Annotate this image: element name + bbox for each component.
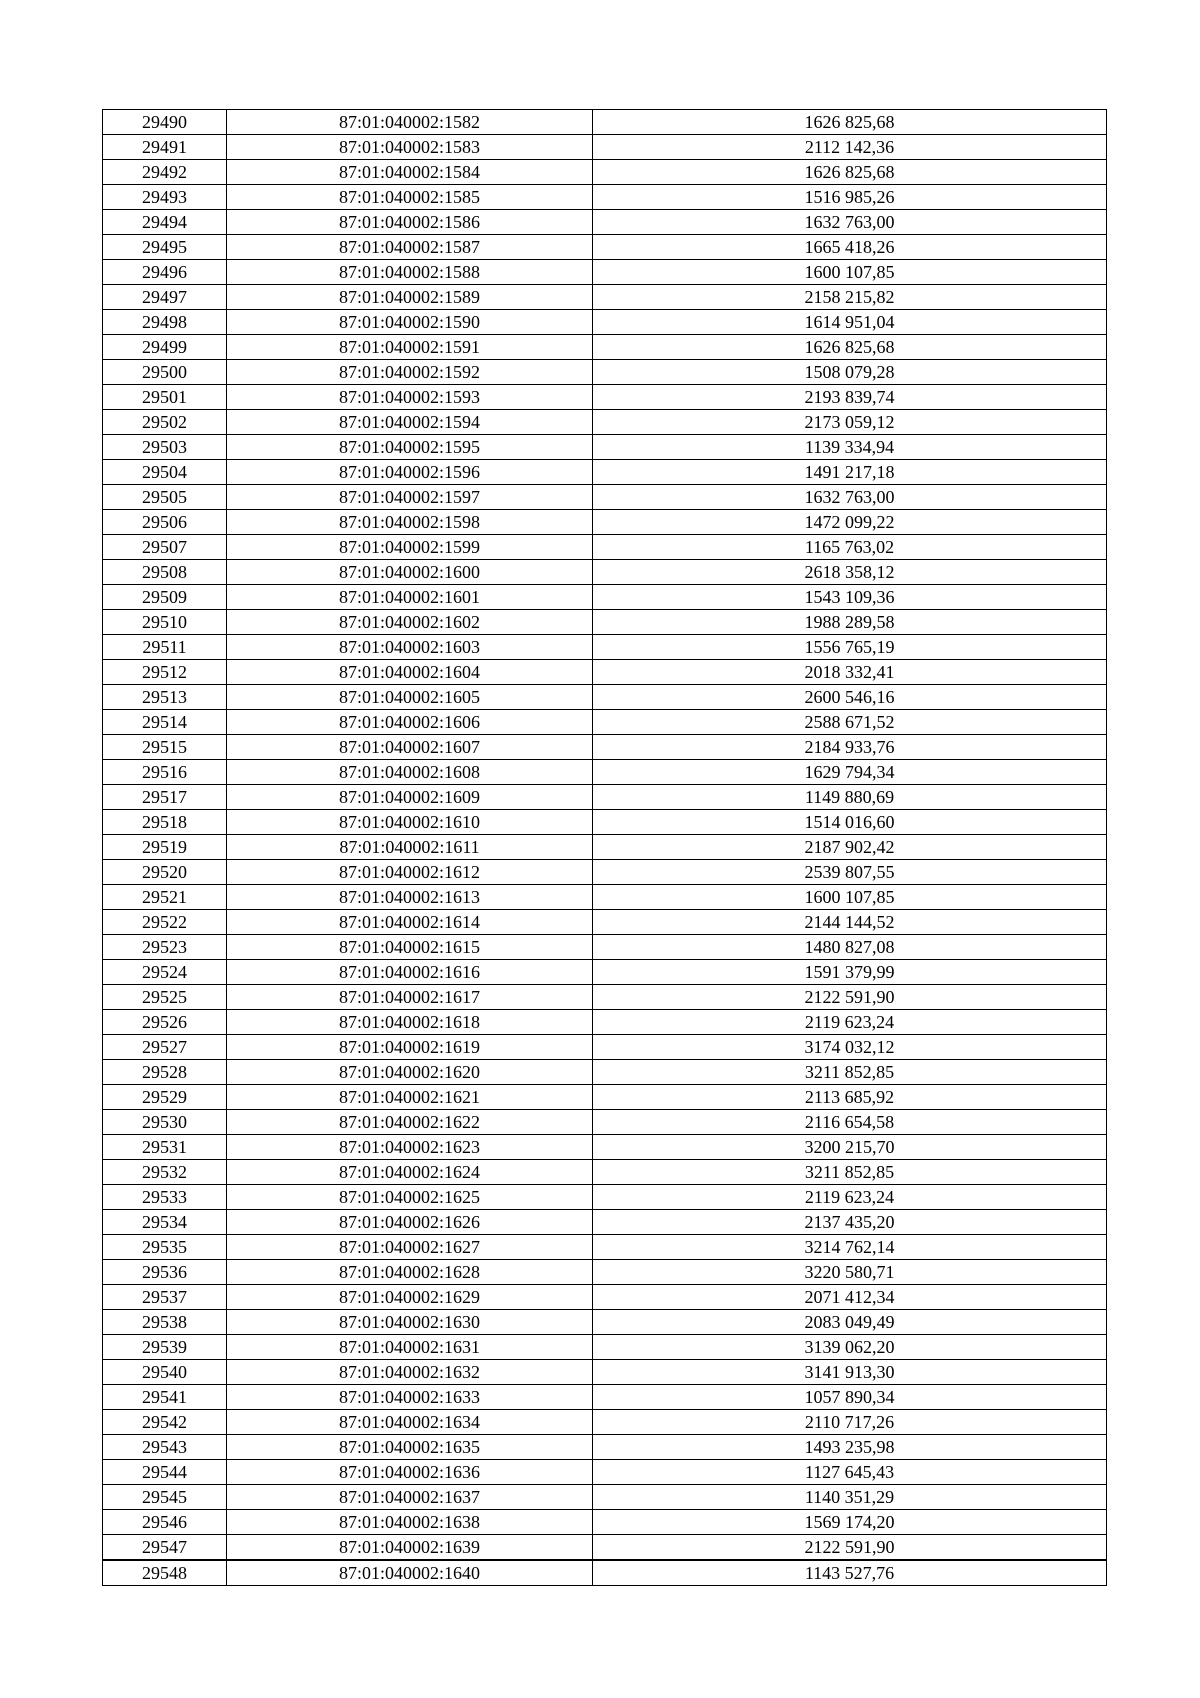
cadastral-number-cell: 87:01:040002:1610 [227, 810, 593, 835]
row-number-cell: 29490 [103, 110, 227, 135]
cadastral-number-cell: 87:01:040002:1594 [227, 410, 593, 435]
cadastral-value-cell: 2588 671,52 [593, 710, 1107, 735]
table-row [103, 1010, 1107, 1035]
cadastral-number-cell: 87:01:040002:1622 [227, 1110, 593, 1135]
cadastral-number-cell: 87:01:040002:1631 [227, 1335, 593, 1360]
row-number-cell: 29527 [103, 1035, 227, 1060]
row-number-cell: 29525 [103, 985, 227, 1010]
cadastral-value-cell: 2618 358,12 [593, 560, 1107, 585]
row-number-cell: 29503 [103, 435, 227, 460]
cadastral-value-cell: 1626 825,68 [593, 110, 1107, 135]
cadastral-number-cell: 87:01:040002:1603 [227, 635, 593, 660]
table-row [103, 1410, 1107, 1435]
cadastral-value-cell: 2158 215,82 [593, 285, 1107, 310]
table-row [103, 1210, 1107, 1235]
table-row [103, 110, 1107, 135]
cadastral-number-cell: 87:01:040002:1600 [227, 560, 593, 585]
cadastral-value-cell: 1480 827,08 [593, 935, 1107, 960]
table-row [103, 535, 1107, 560]
cadastral-number-cell: 87:01:040002:1598 [227, 510, 593, 535]
cadastral-number-cell: 87:01:040002:1626 [227, 1210, 593, 1235]
table-row [103, 185, 1107, 210]
cadastral-number-cell: 87:01:040002:1592 [227, 360, 593, 385]
cadastral-value-cell: 2137 435,20 [593, 1210, 1107, 1235]
row-number-cell: 29506 [103, 510, 227, 535]
table-row [103, 360, 1107, 385]
table-body [103, 110, 1107, 1586]
row-number-cell: 29513 [103, 685, 227, 710]
cadastral-number-cell: 87:01:040002:1628 [227, 1260, 593, 1285]
cadastral-number-cell: 87:01:040002:1585 [227, 185, 593, 210]
row-number-cell: 29505 [103, 485, 227, 510]
table-row [103, 935, 1107, 960]
row-number-cell: 29519 [103, 835, 227, 860]
cadastral-value-cell: 2193 839,74 [593, 385, 1107, 410]
row-number-cell: 29542 [103, 1410, 227, 1435]
cadastral-number-cell: 87:01:040002:1614 [227, 910, 593, 935]
row-number-cell: 29530 [103, 1110, 227, 1135]
table-row [103, 810, 1107, 835]
table-row [103, 485, 1107, 510]
row-number-cell: 29536 [103, 1260, 227, 1285]
cadastral-number-cell: 87:01:040002:1608 [227, 760, 593, 785]
cadastral-number-cell: 87:01:040002:1637 [227, 1485, 593, 1510]
row-number-cell: 29497 [103, 285, 227, 310]
cadastral-number-cell: 87:01:040002:1639 [227, 1535, 593, 1561]
table-row [103, 1310, 1107, 1335]
cadastral-number-cell: 87:01:040002:1609 [227, 785, 593, 810]
cadastral-value-cell: 1629 794,34 [593, 760, 1107, 785]
cadastral-number-cell: 87:01:040002:1634 [227, 1410, 593, 1435]
cadastral-value-cell: 1516 985,26 [593, 185, 1107, 210]
cadastral-value-cell: 1626 825,68 [593, 160, 1107, 185]
table-row [103, 760, 1107, 785]
cadastral-number-cell: 87:01:040002:1613 [227, 885, 593, 910]
cadastral-number-cell: 87:01:040002:1588 [227, 260, 593, 285]
row-number-cell: 29528 [103, 1060, 227, 1085]
table-row [103, 1485, 1107, 1510]
cadastral-number-cell: 87:01:040002:1587 [227, 235, 593, 260]
table-row [103, 1460, 1107, 1485]
table-row [103, 1560, 1107, 1586]
cadastral-value-cell: 1556 765,19 [593, 635, 1107, 660]
cadastral-value-cell: 3211 852,85 [593, 1160, 1107, 1185]
cadastral-number-cell: 87:01:040002:1636 [227, 1460, 593, 1485]
cadastral-number-cell: 87:01:040002:1590 [227, 310, 593, 335]
cadastral-value-cell: 1626 825,68 [593, 335, 1107, 360]
table-row [103, 1110, 1107, 1135]
cadastral-number-cell: 87:01:040002:1632 [227, 1360, 593, 1385]
table-row [103, 985, 1107, 1010]
cadastral-number-cell: 87:01:040002:1617 [227, 985, 593, 1010]
table-row [103, 1360, 1107, 1385]
row-number-cell: 29494 [103, 210, 227, 235]
cadastral-number-cell: 87:01:040002:1635 [227, 1435, 593, 1460]
cadastral-value-cell: 2083 049,49 [593, 1310, 1107, 1335]
cadastral-value-cell: 2110 717,26 [593, 1410, 1107, 1435]
table-row [103, 1535, 1107, 1561]
cadastral-number-cell: 87:01:040002:1601 [227, 585, 593, 610]
row-number-cell: 29524 [103, 960, 227, 985]
cadastral-value-cell: 1514 016,60 [593, 810, 1107, 835]
table-row [103, 860, 1107, 885]
cadastral-value-cell: 1165 763,02 [593, 535, 1107, 560]
cadastral-number-cell: 87:01:040002:1633 [227, 1385, 593, 1410]
cadastral-number-cell: 87:01:040002:1604 [227, 660, 593, 685]
table-row [103, 785, 1107, 810]
cadastral-number-cell: 87:01:040002:1602 [227, 610, 593, 635]
cadastral-value-cell: 1149 880,69 [593, 785, 1107, 810]
row-number-cell: 29508 [103, 560, 227, 585]
row-number-cell: 29541 [103, 1385, 227, 1410]
row-number-cell: 29522 [103, 910, 227, 935]
table-row [103, 1285, 1107, 1310]
cadastral-number-cell: 87:01:040002:1624 [227, 1160, 593, 1185]
cadastral-number-cell: 87:01:040002:1623 [227, 1135, 593, 1160]
cadastral-number-cell: 87:01:040002:1619 [227, 1035, 593, 1060]
cadastral-number-cell: 87:01:040002:1606 [227, 710, 593, 735]
cadastral-value-cell: 2539 807,55 [593, 860, 1107, 885]
cadastral-value-cell: 1632 763,00 [593, 485, 1107, 510]
cadastral-number-cell: 87:01:040002:1618 [227, 1010, 593, 1035]
cadastral-value-cell: 1600 107,85 [593, 260, 1107, 285]
table-row [103, 310, 1107, 335]
row-number-cell: 29499 [103, 335, 227, 360]
table-row [103, 1435, 1107, 1460]
row-number-cell: 29548 [103, 1560, 227, 1586]
cadastral-value-cell: 3211 852,85 [593, 1060, 1107, 1085]
table-row [103, 635, 1107, 660]
row-number-cell: 29495 [103, 235, 227, 260]
row-number-cell: 29493 [103, 185, 227, 210]
cadastral-value-cell: 2600 546,16 [593, 685, 1107, 710]
row-number-cell: 29520 [103, 860, 227, 885]
cadastral-value-cell: 2119 623,24 [593, 1010, 1107, 1035]
row-number-cell: 29500 [103, 360, 227, 385]
cadastral-value-cell: 2018 332,41 [593, 660, 1107, 685]
cadastral-number-cell: 87:01:040002:1611 [227, 835, 593, 860]
row-number-cell: 29546 [103, 1510, 227, 1535]
row-number-cell: 29491 [103, 135, 227, 160]
table-row [103, 710, 1107, 735]
table-row [103, 1160, 1107, 1185]
cadastral-value-cell: 3174 032,12 [593, 1035, 1107, 1060]
cadastral-value-cell: 1472 099,22 [593, 510, 1107, 535]
cadastral-number-cell: 87:01:040002:1629 [227, 1285, 593, 1310]
row-number-cell: 29526 [103, 1010, 227, 1035]
cadastral-number-cell: 87:01:040002:1638 [227, 1510, 593, 1535]
cadastral-number-cell: 87:01:040002:1595 [227, 435, 593, 460]
cadastral-number-cell: 87:01:040002:1612 [227, 860, 593, 885]
cadastral-value-cell: 2122 591,90 [593, 1535, 1107, 1561]
row-number-cell: 29517 [103, 785, 227, 810]
row-number-cell: 29531 [103, 1135, 227, 1160]
row-number-cell: 29523 [103, 935, 227, 960]
cadastral-value-cell: 1543 109,36 [593, 585, 1107, 610]
cadastral-value-cell: 2144 144,52 [593, 910, 1107, 935]
table-row [103, 910, 1107, 935]
table-row [103, 685, 1107, 710]
row-number-cell: 29537 [103, 1285, 227, 1310]
cadastral-value-cell: 1508 079,28 [593, 360, 1107, 385]
table-row [103, 210, 1107, 235]
row-number-cell: 29521 [103, 885, 227, 910]
table-row [103, 735, 1107, 760]
row-number-cell: 29502 [103, 410, 227, 435]
cadastral-value-cell: 1600 107,85 [593, 885, 1107, 910]
cadastral-value-cell: 1632 763,00 [593, 210, 1107, 235]
row-number-cell: 29496 [103, 260, 227, 285]
table-row [103, 885, 1107, 910]
table-row [103, 460, 1107, 485]
table-row [103, 135, 1107, 160]
row-number-cell: 29518 [103, 810, 227, 835]
cadastral-value-cell: 2173 059,12 [593, 410, 1107, 435]
cadastral-value-cell: 2116 654,58 [593, 1110, 1107, 1135]
cadastral-value-cell: 2112 142,36 [593, 135, 1107, 160]
row-number-cell: 29540 [103, 1360, 227, 1385]
cadastral-number-cell: 87:01:040002:1625 [227, 1185, 593, 1210]
table-row [103, 435, 1107, 460]
row-number-cell: 29533 [103, 1185, 227, 1210]
table-row [103, 385, 1107, 410]
cadastral-number-cell: 87:01:040002:1620 [227, 1060, 593, 1085]
cadastral-value-cell: 1569 174,20 [593, 1510, 1107, 1535]
table-row [103, 1085, 1107, 1110]
cadastral-number-cell: 87:01:040002:1586 [227, 210, 593, 235]
table-row [103, 1135, 1107, 1160]
table-row [103, 1335, 1107, 1360]
row-number-cell: 29532 [103, 1160, 227, 1185]
cadastral-value-cell: 2184 933,76 [593, 735, 1107, 760]
cadastral-value-cell: 2122 591,90 [593, 985, 1107, 1010]
row-number-cell: 29501 [103, 385, 227, 410]
cadastral-value-cell: 3220 580,71 [593, 1260, 1107, 1285]
cadastral-number-cell: 87:01:040002:1627 [227, 1235, 593, 1260]
row-number-cell: 29512 [103, 660, 227, 685]
cadastral-value-cell: 1591 379,99 [593, 960, 1107, 985]
cadastral-value-cell: 1491 217,18 [593, 460, 1107, 485]
cadastral-number-cell: 87:01:040002:1599 [227, 535, 593, 560]
cadastral-number-cell: 87:01:040002:1589 [227, 285, 593, 310]
cadastral-number-cell: 87:01:040002:1593 [227, 385, 593, 410]
row-number-cell: 29534 [103, 1210, 227, 1235]
cadastral-value-cell: 1493 235,98 [593, 1435, 1107, 1460]
table-row [103, 235, 1107, 260]
table-row [103, 160, 1107, 185]
table-row [103, 1510, 1107, 1535]
table-row [103, 835, 1107, 860]
row-number-cell: 29492 [103, 160, 227, 185]
row-number-cell: 29535 [103, 1235, 227, 1260]
table-row [103, 1060, 1107, 1085]
cadastral-number-cell: 87:01:040002:1591 [227, 335, 593, 360]
table-row [103, 610, 1107, 635]
cadastral-value-cell: 3141 913,30 [593, 1360, 1107, 1385]
table-row [103, 1185, 1107, 1210]
cadastral-number-cell: 87:01:040002:1615 [227, 935, 593, 960]
cadastral-value-cell: 1139 334,94 [593, 435, 1107, 460]
row-number-cell: 29547 [103, 1535, 227, 1561]
cadastral-number-cell: 87:01:040002:1607 [227, 735, 593, 760]
cadastral-number-cell: 87:01:040002:1616 [227, 960, 593, 985]
cadastral-number-cell: 87:01:040002:1640 [227, 1560, 593, 1586]
table-row [103, 1385, 1107, 1410]
row-number-cell: 29544 [103, 1460, 227, 1485]
cadastral-number-cell: 87:01:040002:1596 [227, 460, 593, 485]
row-number-cell: 29498 [103, 310, 227, 335]
cadastral-number-cell: 87:01:040002:1621 [227, 1085, 593, 1110]
cadastral-value-cell: 3139 062,20 [593, 1335, 1107, 1360]
cadastral-value-cell: 1127 645,43 [593, 1460, 1107, 1485]
table-row [103, 410, 1107, 435]
table-row [103, 285, 1107, 310]
table-row [103, 1235, 1107, 1260]
row-number-cell: 29507 [103, 535, 227, 560]
cadastral-value-cell: 2071 412,34 [593, 1285, 1107, 1310]
cadastral-number-cell: 87:01:040002:1583 [227, 135, 593, 160]
table-row [103, 335, 1107, 360]
cadastral-value-table [102, 109, 1107, 1586]
row-number-cell: 29504 [103, 460, 227, 485]
cadastral-number-cell: 87:01:040002:1584 [227, 160, 593, 185]
cadastral-value-cell: 1665 418,26 [593, 235, 1107, 260]
row-number-cell: 29510 [103, 610, 227, 635]
cadastral-value-cell: 1143 527,76 [593, 1560, 1107, 1586]
table-row [103, 560, 1107, 585]
cadastral-value-cell: 1140 351,29 [593, 1485, 1107, 1510]
cadastral-value-cell: 2119 623,24 [593, 1185, 1107, 1210]
row-number-cell: 29516 [103, 760, 227, 785]
cadastral-value-cell: 2113 685,92 [593, 1085, 1107, 1110]
row-number-cell: 29509 [103, 585, 227, 610]
cadastral-number-cell: 87:01:040002:1630 [227, 1310, 593, 1335]
cadastral-value-cell: 2187 902,42 [593, 835, 1107, 860]
row-number-cell: 29515 [103, 735, 227, 760]
row-number-cell: 29511 [103, 635, 227, 660]
cadastral-number-cell: 87:01:040002:1597 [227, 485, 593, 510]
cadastral-value-cell: 1614 951,04 [593, 310, 1107, 335]
table-row [103, 510, 1107, 535]
cadastral-value-cell: 3214 762,14 [593, 1235, 1107, 1260]
table-row [103, 660, 1107, 685]
row-number-cell: 29538 [103, 1310, 227, 1335]
row-number-cell: 29529 [103, 1085, 227, 1110]
table-row [103, 1035, 1107, 1060]
row-number-cell: 29514 [103, 710, 227, 735]
row-number-cell: 29545 [103, 1485, 227, 1510]
cadastral-number-cell: 87:01:040002:1582 [227, 110, 593, 135]
cadastral-number-cell: 87:01:040002:1605 [227, 685, 593, 710]
cadastral-value-cell: 1057 890,34 [593, 1385, 1107, 1410]
table-row [103, 260, 1107, 285]
row-number-cell: 29539 [103, 1335, 227, 1360]
table-row [103, 585, 1107, 610]
table-row [103, 960, 1107, 985]
table-row [103, 1260, 1107, 1285]
cadastral-value-cell: 3200 215,70 [593, 1135, 1107, 1160]
row-number-cell: 29543 [103, 1435, 227, 1460]
cadastral-value-cell: 1988 289,58 [593, 610, 1107, 635]
